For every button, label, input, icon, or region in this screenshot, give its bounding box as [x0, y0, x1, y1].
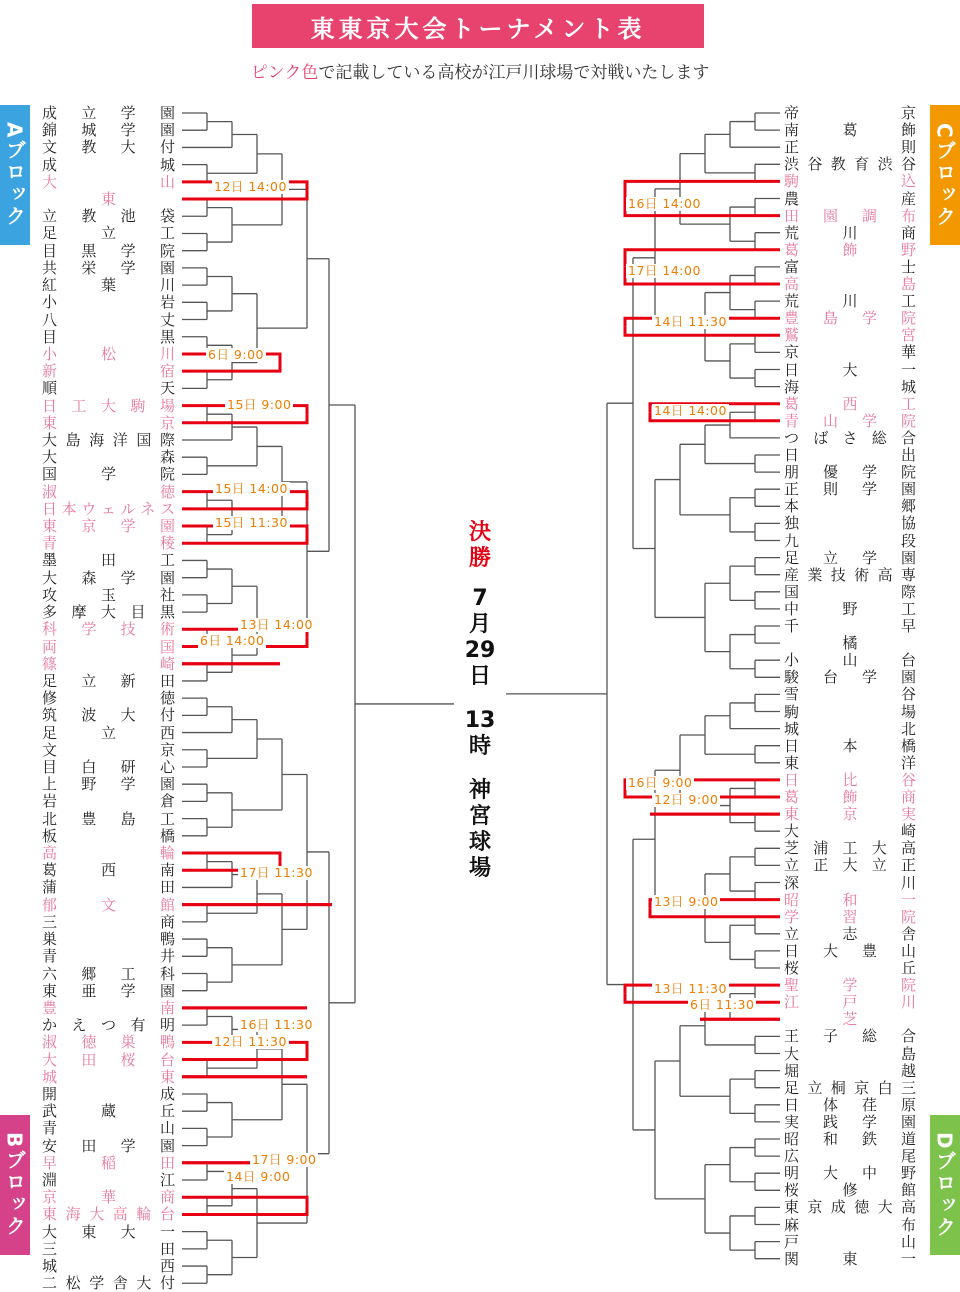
- right-team-42: 東 京 実: [784, 805, 916, 824]
- left-team-53: 豊 南: [42, 998, 175, 1017]
- left-team-33: 篠 崎: [42, 654, 175, 673]
- block-d-label: Dブロック: [930, 1115, 960, 1255]
- left-team-14: 目 黒: [42, 327, 175, 346]
- final-hour: 13: [464, 708, 496, 733]
- right-team-25: 独 協: [784, 514, 916, 533]
- right-team-50: 日 大 豊 山: [784, 941, 916, 960]
- match-time-label: 12日 11:30: [214, 1034, 287, 1049]
- left-team-63: 淵 江: [42, 1171, 175, 1190]
- right-team-43: 大 崎: [784, 822, 916, 841]
- left-team-29: 攻 玉 社: [42, 585, 175, 604]
- right-team-28: 産 業 技 術 高 専: [784, 565, 916, 584]
- subtitle-highlight: ピンク色: [250, 63, 319, 83]
- left-team-42: 北 豊 島 工: [42, 809, 175, 828]
- right-team-40: 日 比 谷: [784, 770, 916, 789]
- final-venue-2: 宮: [468, 804, 491, 829]
- right-team-1: 帝 京: [784, 104, 916, 122]
- match-time-label: 12日 9:00: [654, 792, 719, 807]
- bracket-line-highlight: [182, 414, 307, 423]
- left-team-66: 大 東 大 一: [42, 1222, 175, 1241]
- final-day: 29: [464, 638, 496, 663]
- match-time-label: 16日 14:00: [628, 196, 701, 211]
- page-subtitle: [0, 58, 960, 83]
- left-team-4: 成 城: [42, 155, 175, 174]
- left-team-16: 新 宿: [42, 362, 175, 381]
- right-team-20: つ ば さ 総 合: [784, 428, 916, 447]
- final-month-unit: 月: [468, 612, 491, 637]
- right-team-38: 日 本 橋: [784, 736, 916, 755]
- left-team-60: 青 山: [42, 1119, 175, 1138]
- final-venue-4: 場: [468, 856, 491, 881]
- left-team-69: 二 松 学 舎 大 付: [42, 1274, 175, 1292]
- match-time-label: 13日 14:00: [240, 617, 313, 632]
- right-team-52: 聖 学 院: [784, 976, 916, 995]
- left-team-2: 錦 城 学 園: [42, 121, 175, 140]
- right-team-34: 駿 台 学 園: [784, 668, 916, 687]
- match-time-label: 6日 9:00: [208, 347, 264, 362]
- left-team-43: 板 橋: [42, 826, 175, 845]
- left-team-56: 大 田 桜 台: [42, 1050, 175, 1069]
- left-team-15: 小 松 川: [42, 344, 175, 363]
- right-team-67: 戸 山: [784, 1232, 916, 1251]
- left-team-47: 郁 文 館: [42, 895, 175, 914]
- right-team-10: 富 士: [784, 257, 916, 276]
- final-venue-3: 球: [468, 830, 491, 855]
- bracket-line-highlight: [182, 853, 280, 862]
- bracket-line-highlight: [182, 500, 307, 509]
- right-team-62: 広 尾: [784, 1147, 916, 1166]
- left-team-34: 足 立 新 田: [42, 671, 175, 690]
- right-team-48: 学 習 院: [784, 907, 916, 926]
- left-team-62: 早 稲 田: [42, 1153, 175, 1172]
- left-team-6: 東: [100, 190, 116, 209]
- match-time-label: 16日 9:00: [628, 775, 693, 790]
- right-team-57: 堀 越: [784, 1061, 916, 1080]
- left-team-21: 大 森: [42, 448, 175, 467]
- right-team-12: 荒 川 工: [784, 292, 916, 311]
- left-team-8: 足 立 工: [42, 224, 175, 243]
- right-team-30: 中 野 工: [784, 599, 916, 618]
- left-team-23: 淑 徳: [42, 482, 175, 501]
- right-team-59: 日 体 荏 原: [784, 1095, 916, 1114]
- left-team-59: 武 蔵 丘: [42, 1102, 175, 1121]
- final-label-2: 勝: [468, 546, 491, 571]
- right-team-39: 東 洋: [784, 753, 916, 772]
- right-team-4: 渋 谷 教 育 渋 谷: [784, 155, 916, 174]
- left-team-55: 淑 徳 巣 鴨: [42, 1033, 175, 1052]
- right-team-13: 豊 島 学 院: [784, 309, 916, 328]
- right-team-44: 芝 浦 工 大 高: [784, 839, 916, 858]
- right-team-65: 東 京 成 徳 大 高: [784, 1198, 916, 1217]
- left-team-13: 八 丈: [42, 310, 175, 329]
- left-team-24: 日 本 ウ ェ ル ネ ス: [42, 499, 175, 518]
- left-team-68: 城 西: [42, 1257, 175, 1276]
- right-team-55: 王 子 総 合: [784, 1027, 916, 1046]
- final-venue-1: 神: [468, 778, 491, 803]
- match-time-label: 16日 11:30: [240, 1017, 313, 1032]
- right-team-51: 桜 丘: [784, 959, 916, 977]
- left-team-54: か え つ 有 明: [42, 1016, 175, 1035]
- right-team-11: 高 島: [784, 275, 916, 293]
- bracket-line-highlight: [182, 1206, 307, 1215]
- left-team-27: 墨 田 工: [42, 551, 175, 570]
- left-team-37: 足 立 西: [42, 723, 175, 742]
- right-team-37: 城 北: [784, 719, 916, 738]
- bracket-line-highlight: [182, 1051, 307, 1060]
- right-team-68: 関 東 一: [784, 1249, 916, 1268]
- left-team-40: 上 野 学 園: [42, 775, 175, 794]
- left-team-45: 葛 西 南: [42, 861, 175, 880]
- final-label-1: 決: [468, 520, 491, 545]
- right-team-66: 麻 布: [784, 1215, 916, 1234]
- left-team-49: 巣 鴨: [42, 930, 175, 949]
- left-team-31: 科 学 技 術: [42, 620, 175, 639]
- match-time-label: 14日 11:30: [654, 314, 727, 329]
- match-time-label: 6日 14:00: [200, 633, 265, 648]
- left-team-35: 修 徳: [42, 689, 175, 708]
- right-team-27: 足 立 学 園: [784, 548, 916, 567]
- final-day-unit: 日: [468, 664, 491, 689]
- match-time-label: 17日 11:30: [240, 865, 313, 880]
- right-team-16: 日 大 一: [784, 360, 916, 379]
- right-team-23: 正 則 学 園: [784, 480, 916, 499]
- right-team-47: 昭 和 一: [784, 890, 916, 909]
- right-team-26: 九 段: [784, 531, 916, 550]
- left-team-48: 三 商: [42, 912, 175, 931]
- right-team-53: 江 戸 川: [784, 993, 916, 1012]
- right-team-32: 橘: [842, 634, 858, 653]
- right-team-58: 足 立 桐 京 白 三: [784, 1078, 916, 1097]
- left-team-64: 京 華 商: [42, 1188, 175, 1207]
- right-team-63: 明 大 中 野: [784, 1164, 916, 1183]
- left-team-38: 文 京: [42, 740, 175, 759]
- match-time-label: 12日 14:00: [214, 179, 287, 194]
- left-team-11: 紅 葉 川: [42, 276, 175, 295]
- match-time-label: 13日 9:00: [654, 894, 719, 909]
- match-time-label: 14日 14:00: [654, 403, 727, 418]
- page-title: 東東京大会トーナメント表: [252, 4, 704, 48]
- right-team-22: 朋 優 学 院: [784, 463, 916, 482]
- left-team-65: 東 海 大 高 輪 台: [42, 1205, 175, 1224]
- right-team-29: 国 際: [784, 582, 916, 601]
- subtitle-text: で記載している高校が江戸川球場で対戦いたします: [318, 63, 710, 83]
- right-team-18: 葛 西 工: [784, 394, 916, 413]
- left-team-50: 青 井: [42, 947, 175, 966]
- left-team-5: 大 山: [42, 172, 175, 191]
- match-time-label: 15日 14:00: [215, 481, 288, 496]
- left-team-51: 六 郷 工 科: [42, 964, 175, 983]
- left-team-22: 国 学 院: [42, 465, 175, 484]
- left-team-7: 立 教 池 袋: [42, 207, 175, 226]
- right-team-64: 桜 修 館: [784, 1181, 916, 1200]
- right-team-41: 葛 飾 商: [784, 788, 916, 806]
- right-team-45: 立 正 大 立 正: [784, 856, 916, 875]
- right-team-7: 田 園 調 布: [784, 206, 916, 225]
- bracket-line-highlight: [650, 908, 780, 917]
- right-team-2: 南 葛 飾: [784, 121, 916, 140]
- match-time-label: 15日 9:00: [227, 397, 292, 412]
- left-team-30: 多 摩 大 目 黒: [42, 603, 175, 622]
- right-team-46: 深 川: [784, 873, 916, 892]
- right-team-8: 荒 川 商: [784, 223, 916, 242]
- left-team-67: 三 田: [42, 1239, 175, 1258]
- match-time-label: 17日 14:00: [628, 263, 701, 278]
- right-team-54: 芝: [842, 1010, 858, 1029]
- block-a-label: Aブロック: [0, 105, 30, 245]
- right-team-3: 正 則: [784, 138, 916, 157]
- left-team-41: 岩 倉: [42, 792, 175, 811]
- right-team-33: 小 山 台: [784, 651, 916, 670]
- bracket-line-highlight: [182, 1197, 307, 1206]
- right-team-49: 立 志 舎: [784, 924, 916, 943]
- right-team-24: 本 郷: [784, 497, 916, 516]
- right-team-6: 農 産: [784, 189, 916, 208]
- left-team-19: 東 京: [42, 413, 175, 432]
- left-team-61: 安 田 学 園: [42, 1136, 175, 1155]
- left-team-57: 城 東: [42, 1067, 175, 1086]
- left-team-9: 目 黒 学 院: [42, 241, 175, 260]
- left-team-1: 成 立 学 園: [42, 104, 175, 122]
- left-team-32: 両 国: [42, 637, 175, 656]
- right-team-19: 青 山 学 院: [784, 411, 916, 430]
- left-team-10: 共 栄 学 園: [42, 258, 175, 277]
- left-team-18: 日 工 大 駒 場: [42, 396, 175, 415]
- left-team-17: 順 天: [42, 379, 175, 398]
- left-team-25: 東 京 学 園: [42, 517, 175, 536]
- right-team-31: 千 早: [784, 617, 916, 635]
- bracket-line-highlight: [182, 363, 280, 372]
- left-team-12: 小 岩: [42, 293, 175, 312]
- match-time-label: 14日 9:00: [226, 1169, 291, 1184]
- match-time-label: 15日 11:30: [215, 515, 288, 530]
- block-b-label: Bブロック: [0, 1115, 30, 1255]
- right-team-61: 昭 和 鉄 道: [784, 1130, 916, 1148]
- right-team-17: 海 城: [784, 377, 916, 396]
- bracket-line-highlight: [182, 535, 307, 544]
- left-team-52: 東 亜 学 園: [42, 981, 175, 1000]
- match-time-label: 13日 11:30: [654, 981, 727, 996]
- left-team-39: 目 白 研 心: [42, 757, 175, 776]
- right-team-5: 駒 込: [784, 172, 916, 191]
- left-team-28: 大 森 学 園: [42, 568, 175, 587]
- final-hour-unit: 時: [468, 734, 491, 759]
- right-team-35: 雪 谷: [784, 685, 916, 704]
- right-team-21: 日 出: [784, 446, 916, 464]
- right-team-14: 鷲 宮: [784, 326, 916, 345]
- block-c-label: Cブロック: [930, 105, 960, 245]
- match-time-label: 17日 9:00: [252, 1152, 317, 1167]
- final-month: 7: [472, 586, 488, 611]
- left-team-36: 筑 波 大 付: [42, 706, 175, 725]
- left-team-58: 開 成: [42, 1084, 175, 1103]
- match-time-label: 6日 11:30: [690, 997, 755, 1012]
- final-info: [448, 520, 512, 882]
- left-team-3: 文 教 大 付: [42, 138, 175, 157]
- right-team-36: 駒 場: [784, 702, 916, 721]
- left-team-46: 蒲 田: [42, 878, 175, 897]
- right-team-60: 実 践 学 園: [784, 1112, 916, 1131]
- left-team-26: 青 稜: [42, 534, 175, 553]
- right-team-9: 葛 飾 野: [784, 240, 916, 259]
- right-team-56: 大 島: [784, 1044, 916, 1063]
- left-team-44: 高 輪: [42, 844, 175, 863]
- right-team-15: 京 華: [784, 343, 916, 362]
- left-team-20: 大 島 海 洋 国 際: [42, 430, 175, 449]
